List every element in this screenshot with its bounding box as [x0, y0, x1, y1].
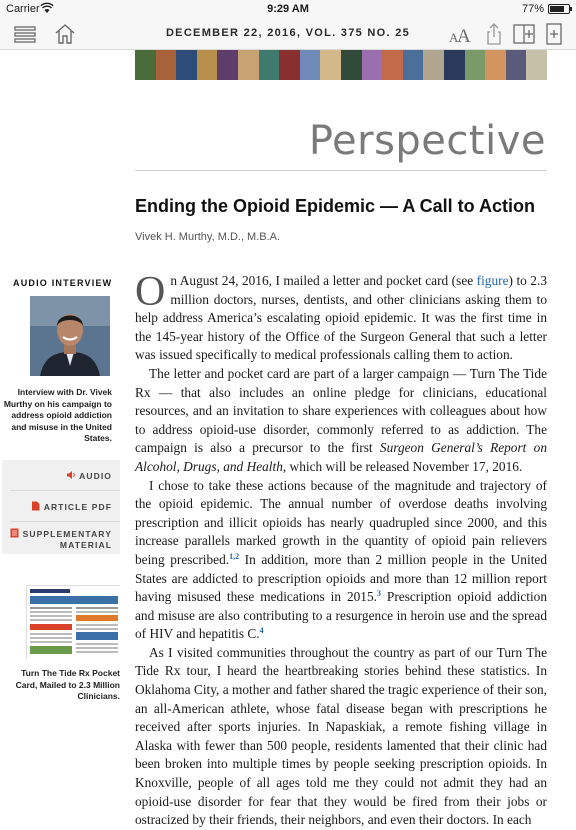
reference-link[interactable]: 3 [376, 589, 381, 599]
article-author: Vivek H. Murthy, M.D., M.B.A. [135, 231, 281, 243]
supplementary-material-link[interactable] [10, 528, 112, 551]
paragraph-text: ) to 2.3 million doctors, nurses, dentists, and other clinicians asking them to help address America’s escalating opioid epidemic. It was the first time in the 145-year history of the Office of the Surgeon General that such a letter was issued specifically to medical professionals calling them to action. [135, 273, 547, 363]
header-banner-image [135, 50, 547, 80]
paragraph-text: In addition, more than 2 million people in the United States are addicted to prescription opioids and more than 12 million report having misused these medications in 2015. [135, 551, 547, 605]
battery-percent: 77% [521, 3, 544, 15]
report-title: Surgeon General’s Report on Alcohol, Drugs, and Health, [135, 440, 547, 474]
paragraph [135, 644, 547, 830]
document-icon [10, 528, 19, 538]
status-bar [0, 0, 576, 18]
audio-interview-heading: AUDIO INTERVIEW [13, 278, 113, 288]
speaker-icon [66, 470, 75, 480]
paragraph [135, 269, 547, 365]
add-bookmark-icon[interactable] [511, 21, 537, 47]
drop-cap: O [135, 269, 166, 315]
paragraph [135, 365, 547, 477]
audio-interview-caption: Interview with Dr. Vivek Murthy on his campaign to address opioid addiction and misuse in the United States. [3, 387, 112, 443]
divider [135, 170, 547, 171]
pdf-icon [31, 501, 40, 511]
reference-link[interactable]: 4 [259, 626, 264, 636]
battery-icon [548, 4, 570, 14]
paragraph-text: I chose to take these actions because of the magnitude and trajectory of the opioid epidemic. The annual number of overdose deaths involving prescription and illicit opioids has nearly quadrupled since 2000, and this increase parallels marked growth in the quantity of opioid pain relievers being prescribed. [135, 477, 547, 567]
paragraph-text: n August 24, 2016, I mailed a letter and pocket card (see [170, 273, 477, 288]
divider [10, 521, 120, 522]
svg-text:A: A [457, 26, 471, 47]
article-pdf-link[interactable] [31, 501, 112, 513]
supplementary-label-1: SUPPLEMENTARY [22, 529, 112, 539]
figure-link[interactable]: figure [476, 273, 509, 288]
paragraph-text: The letter and pocket card are part of a larger campaign — Turn The Tide Rx — that also includes an online pledge for clinicians, educational resources, and an invitation to share experiences with colleagues about how to address opioid-use disorder, commonly referred to as addiction. The campaign is also a precursor to the first [135, 365, 547, 456]
pocket-card-thumbnail[interactable] [26, 585, 120, 659]
text-size-icon[interactable] [448, 21, 474, 47]
author-portrait[interactable] [30, 296, 110, 376]
paragraph [135, 477, 547, 644]
issue-label: DECEMBER 22, 2016, VOL. 375 NO. 25 [165, 27, 411, 39]
divider [10, 490, 120, 491]
toolbar [0, 18, 576, 50]
add-page-icon[interactable] [541, 21, 567, 47]
section-heading: Perspective [308, 118, 546, 164]
audio-link[interactable] [66, 470, 112, 482]
paragraph-text: Prescription opioid addiction and misuse are also contributing to a resurgence in heroin use and the spread of HIV and hepatitis C. [135, 589, 547, 642]
article-pdf-label: ARTICLE PDF [43, 502, 112, 512]
article-body [135, 269, 547, 830]
paragraph-text: which will be released November 17, 2016. [286, 458, 523, 474]
clock: 9:29 AM [267, 3, 309, 15]
pocket-card-caption: Turn The Tide Rx Pocket Card, Mailed to 2.3 Million Clinicians. [15, 668, 120, 701]
carrier-label: Carrier [6, 3, 40, 15]
share-icon[interactable] [481, 21, 507, 47]
audio-link-label: AUDIO [79, 471, 112, 481]
media-links-panel [2, 460, 120, 554]
reference-link[interactable]: 1,2 [229, 551, 240, 561]
supplementary-label-2: MATERIAL [59, 540, 112, 550]
svg-text:A: A [449, 30, 459, 45]
paragraph-text: As I visited communities throughout the country as part of our Turn The Tide Rx tour, I heard the heartbreaking stories behind these statistics. In Oklahoma City, a mother and father shared the tragic experience of their son, an all-American athlete, whose fatal disease began with prescriptions he received after sports injuries. In Napaskiak, a remote fishing village in Alaska with fewer than 500 people, residents lamented that their clinic had been broken into multiple times by people seeking prescription opioids. In Knoxville, people of all ages told me they could not admit they had an opioid-use disorder for fear that they would be fired from their jobs or ostracized by their friends, their neighbors, and even their doctors. In each [135, 644, 547, 828]
article-title: Ending the Opioid Epidemic — A Call to Action [135, 196, 535, 216]
